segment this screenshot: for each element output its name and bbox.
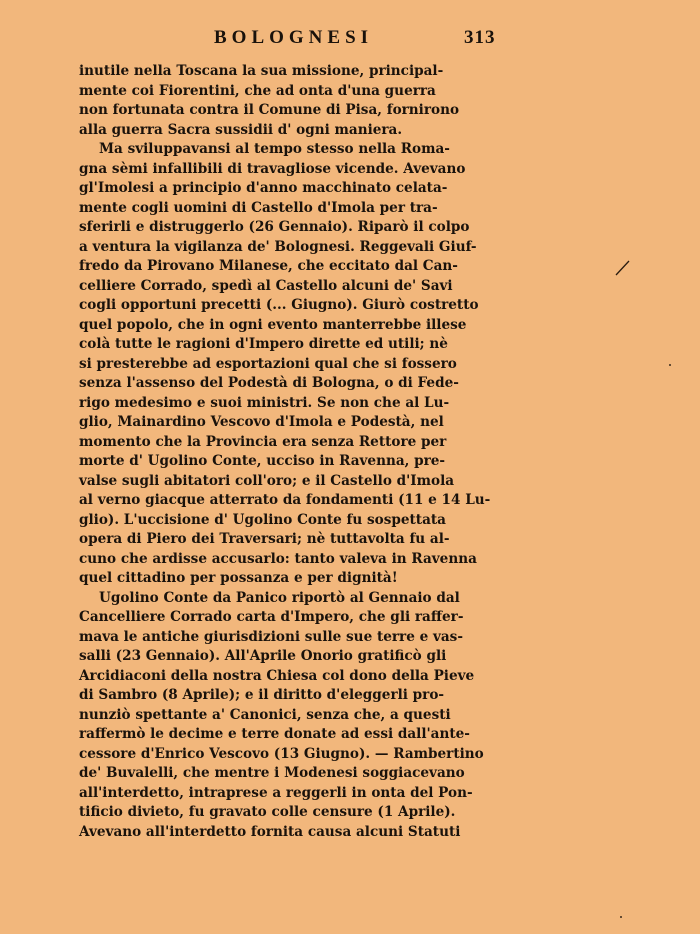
text-line: gl'Imolesi a principio d'anno macchinato celata- — [79, 180, 448, 196]
text-line: momento che la Provincia era senza Rettore per — [79, 433, 447, 450]
text-line: mava le antiche giurisdizioni sulle sue terre e vas- — [79, 628, 463, 645]
paragraph-1 — [79, 62, 513, 140]
text-line: glio, Mainardino Vescovo d'Imola e Podestà, nel — [79, 414, 444, 430]
text-line: Ugolino Conte da Panico riportò al Gennaio dal — [99, 589, 460, 606]
text-line: Arcidiaconi della nostra Chiesa col dono della Pieve — [79, 667, 475, 684]
ink-speck — [669, 364, 671, 366]
text-line: mente cogli uomini di Castello d'Imola per tra- — [79, 199, 438, 216]
text-line: tificio divieto, fu gravato colle censure (1 Aprile). — [79, 804, 456, 820]
text-line: alla guerra Sacra sussidii d' ogni maniera. — [79, 121, 403, 138]
text-line: Ma sviluppavansi al tempo stesso nella Roma- — [99, 141, 450, 157]
text-line: fredo da Pirovano Milanese, che eccitato dal Can- — [79, 258, 458, 274]
page-number: 313 — [464, 27, 496, 48]
text-line: cessore d'Enrico Vescovo (13 Giugno). — Rambertino — [79, 745, 484, 762]
text-line: glio). L'uccisione d' Ugolino Conte fu sospettata — [79, 511, 446, 528]
text-line: senza l'assenso del Podestà di Bologna, o di Fede- — [79, 375, 459, 391]
text-line: mente coi Fiorentini, che ad onta d'una guerra — [79, 82, 436, 99]
text-line: gna sèmi infallibili di travagliose vicende. Avevano — [79, 160, 466, 177]
text-line: si presterebbe ad esportazioni qual che si fossero — [79, 355, 457, 372]
text-line: salli (23 Gennaio). All'Aprile Onorio gratificò gli — [79, 648, 447, 664]
text-line: sferirli e distruggerlo (26 Gennaio). Riparò il colpo — [79, 219, 470, 235]
text-line: di Sambro (8 Aprile); e il diritto d'eleggerli pro- — [79, 687, 445, 703]
text-line: quel cittadino per possanza e per dignità! — [79, 570, 398, 586]
text-line: non fortunata contra il Comune di Pisa, fornirono — [79, 102, 460, 118]
paragraph-2 — [79, 140, 513, 589]
text-line: cogli opportuni precetti (... Giugno). Giurò costretto — [79, 297, 479, 313]
text-line: colà tutte le ragioni d'Impero dirette ed utili; nè — [79, 336, 448, 352]
text-line: inutile nella Toscana la sua missione, principal- — [79, 63, 444, 79]
text-line: rigo medesimo e suoi ministri. Se non che al Lu- — [79, 394, 450, 411]
paragraph-3 — [79, 589, 513, 843]
running-head: BOLOGNESI — [214, 27, 374, 48]
body-text — [79, 62, 513, 842]
text-line: a ventura la vigilanza de' Bolognesi. Reggevali Giuf- — [79, 238, 477, 255]
text-line: cuno che ardisse accusarlo: tanto valeva in Ravenna — [79, 550, 477, 567]
text-line: opera di Piero dei Traversari; nè tuttavolta fu al- — [79, 531, 450, 547]
text-line: quel popolo, che in ogni evento manterrebbe illese — [79, 316, 467, 333]
text-line: raffermò le decime e terre donate ad essi dall'ante- — [79, 726, 470, 742]
text-line: morte d' Ugolino Conte, ucciso in Ravenna, pre- — [79, 453, 446, 469]
ink-speck — [620, 916, 622, 918]
text-line: celliere Corrado, spedì al Castello alcuni de' Savi — [79, 277, 453, 294]
text-line: Avevano all'interdetto fornita causa alcuni Statuti — [79, 823, 461, 840]
text-line: al verno giacque atterrato da fondamenti (11 e 14 Lu- — [79, 492, 491, 508]
text-line: all'interdetto, intraprese a reggerli in onta del Pon- — [79, 784, 473, 801]
text-line: Cancelliere Corrado carta d'Impero, che gli raffer- — [79, 609, 464, 625]
text-line: valse sugli abitatori coll'oro; e il Castello d'Imola — [79, 472, 455, 489]
text-line: de' Buvalelli, che mentre i Modenesi soggiacevano — [79, 765, 465, 781]
text-line: nunziò spettante a' Canonici, senza che, a questi — [79, 706, 451, 723]
margin-pen-mark — [613, 258, 633, 278]
